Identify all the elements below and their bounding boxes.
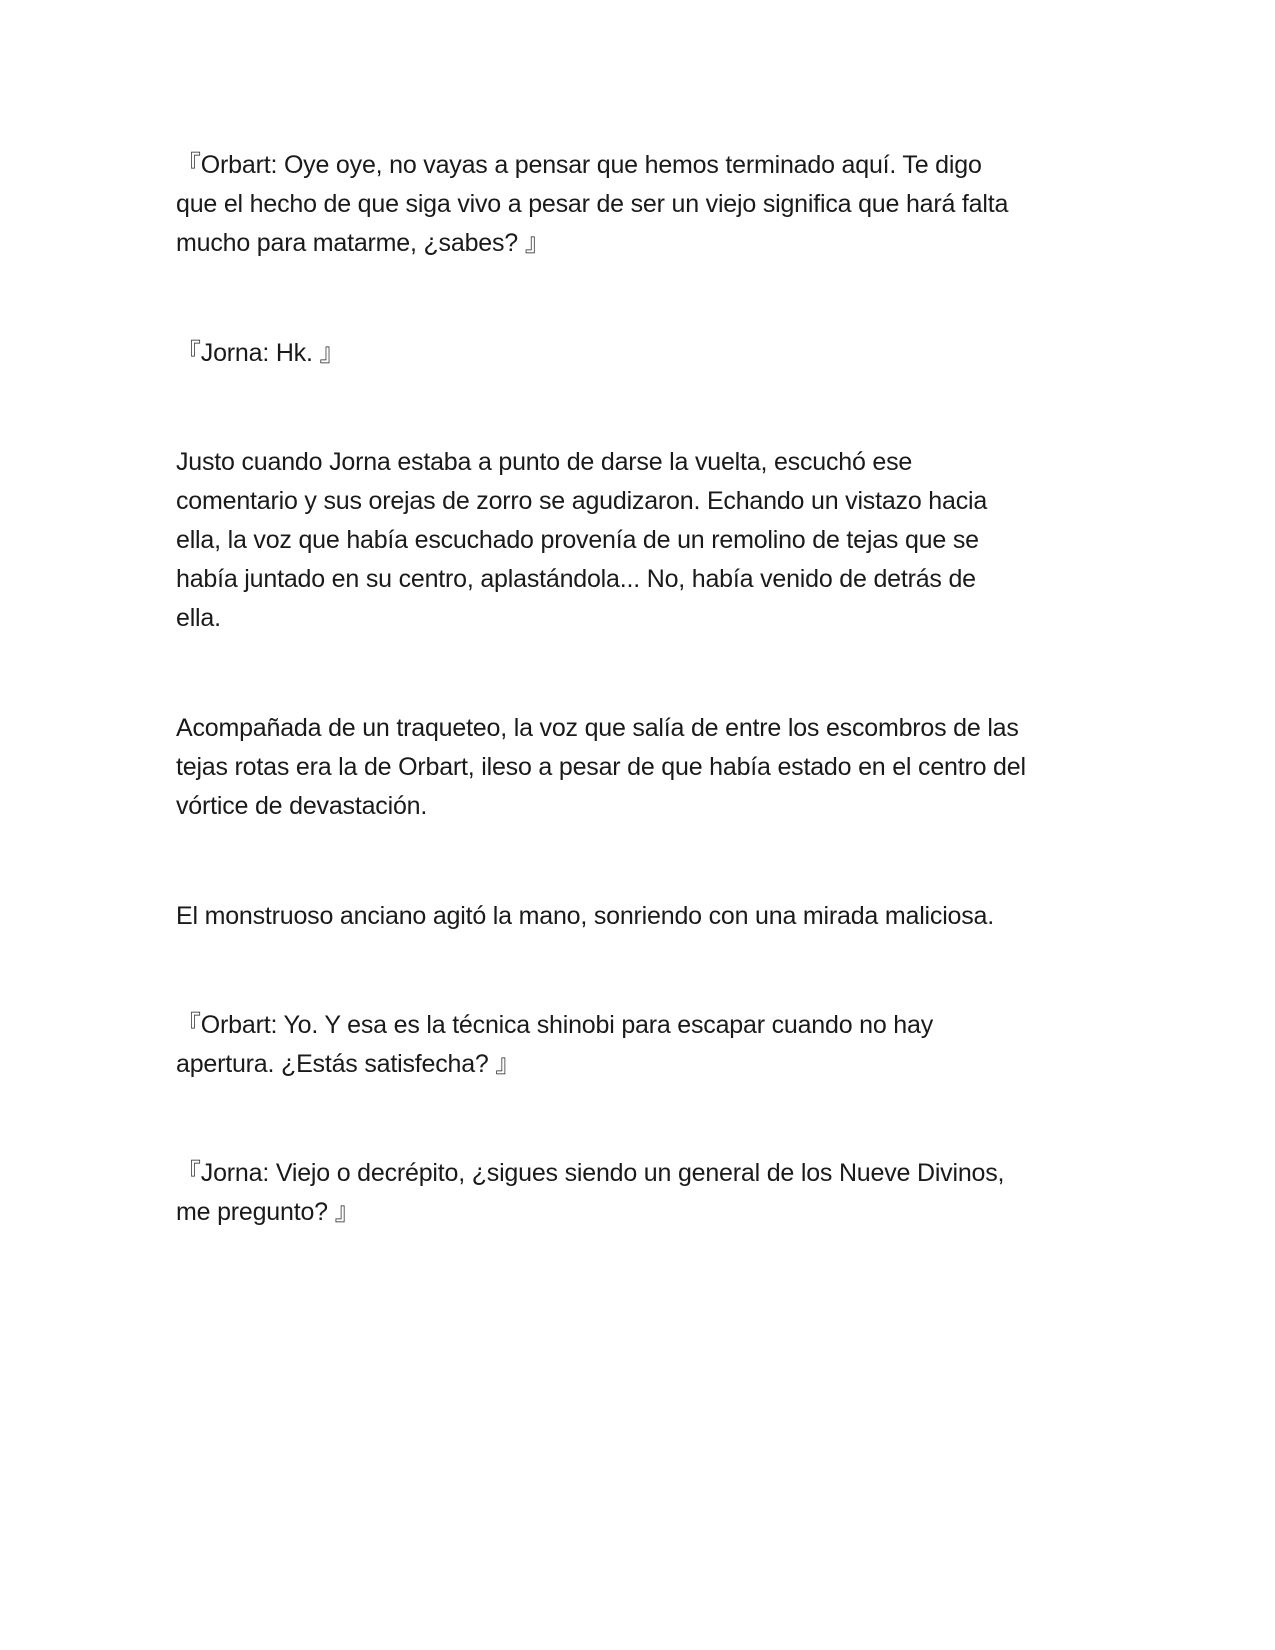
text-line: Acompañada de un traqueteo, la voz que salía de entre los escombros de las: [176, 714, 1019, 742]
text-line: 『Orbart: Oye oye, no vayas a pensar que hemos terminado aquí. Te digo: [176, 151, 982, 179]
text-line: había juntado en su centro, aplastándola... No, había venido de detrás de: [176, 565, 976, 593]
text-line: vórtice de devastación.: [176, 792, 428, 820]
text-line: 『Jorna: Hk. 』: [176, 339, 345, 367]
text-line: tejas rotas era la de Orbart, ileso a pesar de que había estado en el centro del: [176, 753, 1026, 781]
paragraph-orbart-dialogue-1: [176, 146, 1106, 263]
text-line: ella.: [176, 604, 221, 632]
text-line: ella, la voz que había escuchado provenía de un remolino de tejas que se: [176, 526, 979, 554]
paragraph-jorna-dialogue-2: [176, 1154, 1106, 1232]
text-line: 『Jorna: Viejo o decrépito, ¿sigues siendo un general de los Nueve Divinos,: [176, 1159, 1005, 1187]
text-line: me pregunto? 』: [176, 1198, 360, 1226]
paragraph-narration-2: [176, 709, 1106, 826]
text-line: apertura. ¿Estás satisfecha? 』: [176, 1050, 521, 1078]
text-line: mucho para matarme, ¿sabes? 』: [176, 229, 550, 257]
paragraph-narration-1: [176, 443, 1106, 638]
text-line: comentario y sus orejas de zorro se agudizaron. Echando un vistazo hacia: [176, 487, 988, 515]
paragraph-orbart-dialogue-2: [176, 1006, 1106, 1084]
paragraph-narration-3: [176, 897, 1106, 936]
text-line: 『Orbart: Yo. Y esa es la técnica shinobi para escapar cuando no hay: [176, 1011, 934, 1039]
text-line: El monstruoso anciano agitó la mano, sonriendo con una mirada maliciosa.: [176, 902, 995, 930]
text-line: Justo cuando Jorna estaba a punto de darse la vuelta, escuchó ese: [176, 448, 913, 476]
paragraph-jorna-dialogue-1: [176, 334, 1106, 373]
text-line: que el hecho de que siga vivo a pesar de ser un viejo significa que hará falta: [176, 190, 1009, 218]
